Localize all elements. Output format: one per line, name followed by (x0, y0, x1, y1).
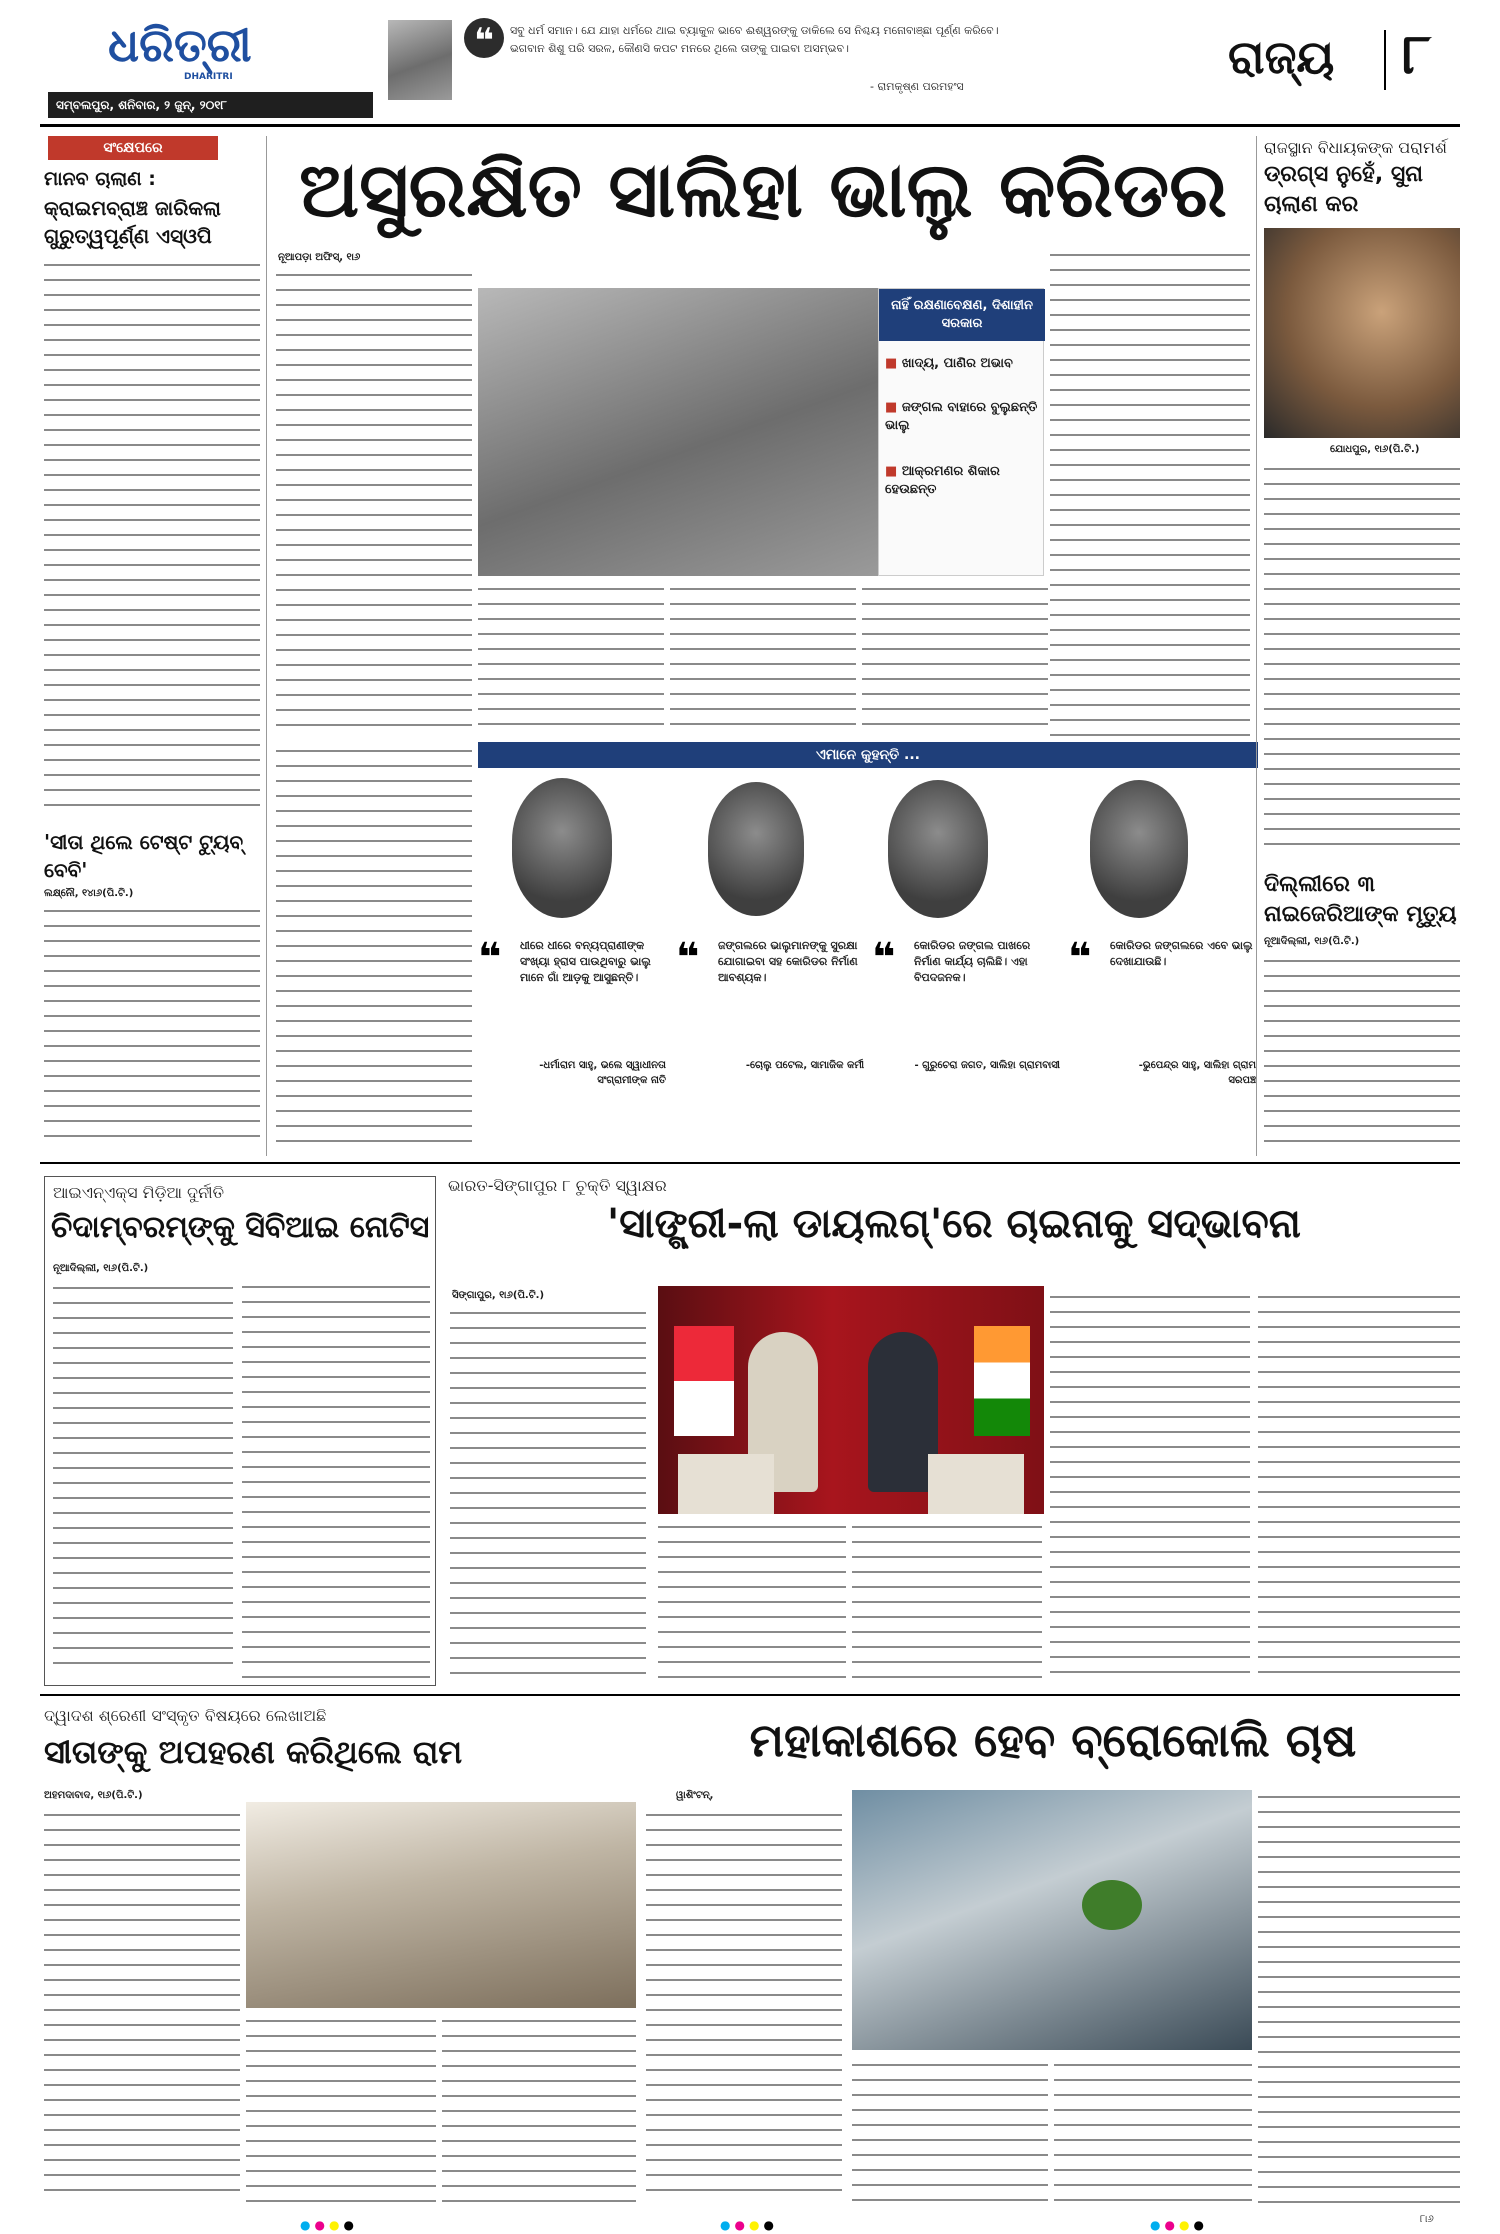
sg-body-col-1 (450, 1306, 646, 1686)
right-dateline-2: ନୂଆଦିଲ୍ଲୀ, ୧ା୬(ପି.ଟି.) (1264, 936, 1360, 947)
section-rule (40, 1162, 1460, 1164)
box-item: ■ ଆକ୍ରମଣର ଶିକାର ହେଉଛନ୍ତ (885, 464, 1000, 497)
sita-headline: ସୀତାଙ୍କୁ ଅପହରଣ କରିଥିଲେ ରାମ (44, 1733, 463, 1771)
sg-kicker: ଭାରତ-ସିଙ୍ଗାପୁର ୮ ଚୁକ୍ତି ସ୍ୱାକ୍ଷର (448, 1176, 667, 1195)
flag-right (974, 1326, 1030, 1436)
inx-dateline: ନୂଆଦିଲ୍ଲୀ, ୧ା୬(ପି.ଟି.) (53, 1263, 149, 1274)
podium-right (928, 1454, 1024, 1514)
lead-body-col-3 (478, 582, 664, 734)
quote-text: କୋରିଡର ଜଙ୍ଗଲରେ ଏବେ ଭାଲୁ ଦେଖାଯାଉଛି। (1110, 939, 1253, 968)
sg-body-col-3 (852, 1520, 1042, 1686)
quote-byline: - ଗୁରୁଚେରା ଜଗତ, ସାଲିହା ଗ୍ରାମବାସୀ (914, 1060, 1060, 1071)
quote-block (872, 935, 1060, 1118)
sg-dateline: ସିଙ୍ଗାପୁର, ୧ା୬(ପି.ଟି.) (452, 1290, 545, 1301)
quote-byline: -ଭୁପେନ୍ଦ୍ର ସାହୁ, ସାଲିହା ଗ୍ରାମ ସରପଞ୍ଚ (1138, 1060, 1256, 1086)
quote-block (478, 935, 666, 1118)
quote-icon: ❝ (464, 18, 504, 58)
classroom-photo (246, 1802, 636, 2008)
lead-body-col-4 (670, 582, 856, 734)
section-title: ରାଜ୍ୟ (1228, 30, 1335, 84)
box-item: ■ ଜଙ୍ଗଲ ବାହାରେ ବୁଲୁଛନ୍ତି ଭାଲୁ (885, 400, 1038, 433)
right-headline-2: ଦିଲ୍ଲୀରେ ୩ ନାଇଜେରିଆଙ୍କ ମୃତ୍ୟୁ (1264, 872, 1457, 927)
quote-text: କୋରିଡର ଜଙ୍ଗଲ ପାଖରେ ନିର୍ମାଣ କାର୍ଯ୍ୟ ଚାଲିଛି। ଏହା ବିପଦଜନକ। (914, 939, 1031, 984)
page-code: ୮ା୬ (1420, 2214, 1434, 2225)
sita-body-col-3 (442, 2014, 636, 2204)
brocc-body-col-1 (646, 1808, 842, 2204)
inx-headline: ଚିଦାମ୍ବରମ୍‌ଙ୍କୁ ସିବିଆଇ ନୋଟିସ (51, 1210, 430, 1245)
lab-photo (852, 1790, 1252, 2050)
masthead-rule (40, 124, 1460, 127)
opinion-strip (478, 742, 1258, 768)
dateline: ସମ୍ବଲପୁର, ଶନିବାର, ୨ ଜୁନ୍, ୨୦୧୮ (56, 98, 227, 112)
brocc-body-col-4 (1258, 1790, 1460, 2204)
sg-headline: 'ସାଙ୍ଗ୍ରୀ-ଲା ଡାୟଲଗ୍'ରେ ଚାଇନାକୁ ସଦ୍‌ଭାବନା (607, 1201, 1301, 1247)
quote-icon: ❝ (1068, 935, 1092, 981)
portrait-3 (888, 780, 988, 918)
quote-text: ଜଙ୍ଗଲରେ ଭାଲୁମାନଙ୍କୁ ସୁରକ୍ଷା ଯୋଗାଇବା ସହ କୋରିଡର ନିର୍ମାଣ ଆବଶ୍ୟକ। (718, 939, 858, 984)
brocc-dateline: ୱାଶିଂଟନ୍, (676, 1790, 714, 1801)
podium-left (678, 1454, 774, 1514)
sita-dateline: ଅହମଦାବାଦ, ୧ା୬(ପି.ଟି.) (44, 1790, 143, 1801)
box-title: ନାହିଁ ରକ୍ଷଣାବେକ୍ଷଣ, ଦିଶାହୀନ ସରକାର (879, 289, 1045, 341)
brocc-body-col-3 (1054, 2058, 1252, 2204)
forest-photo (478, 288, 878, 576)
print-marks: ●●●● (1150, 2218, 1208, 2232)
lead-headline: ଅସୁରକ୍ଷିତ ସାଲିହା ଭାଲୁ କରିଡର (299, 145, 1227, 234)
print-marks: ●●●● (720, 2218, 778, 2232)
brief-tag: ସଂକ୍ଷେପରେ (48, 136, 218, 160)
brief-headline-kicker: ମାନବ ଚାଲାଣ : (44, 168, 156, 190)
section-divider (1384, 30, 1386, 90)
bullet-icon: ■ (885, 356, 902, 371)
inx-body-2 (242, 1280, 430, 1680)
brocc-headline: ମହାକାଶରେ ହେବ ବ୍ରୋକୋଲି ଚାଷ (749, 1713, 1357, 1767)
quote-author: - ରାମକୃଷ୍ଣ ପରମହଂସ (870, 80, 964, 93)
sita-body-col-1 (44, 1808, 240, 2204)
portrait-1 (512, 778, 612, 918)
sita-kicker: ଦ୍ୱାଦଶ ଶ୍ରେଣୀ ସଂସ୍କୃତ ବିଷୟରେ ଲେଖାଅଛି (44, 1706, 327, 1725)
flag-left (674, 1326, 734, 1436)
quote-byline: -ଚୋଲୁ ପଟେଲ, ସାମାଜିକ କର୍ମୀ (745, 1060, 864, 1071)
mla-photo (1264, 228, 1460, 438)
brief-headline-2: 'ସୀତା ଥିଲେ ଟେଷ୍ଟ ଟ୍ୟୁବ୍ ବେବି' (44, 830, 244, 882)
bullet-icon: ■ (885, 400, 902, 415)
author-portrait (388, 20, 452, 100)
right-kicker: ରାଜସ୍ଥାନ ବିଧାୟକଙ୍କ ପରାମର୍ଶ (1264, 138, 1447, 157)
masthead (0, 0, 1500, 128)
quote-block (676, 935, 864, 1118)
lead-highlight-box (878, 288, 1044, 576)
sg-body-col-4 (1050, 1290, 1250, 1686)
summit-photo (658, 1286, 1044, 1514)
quote-block (1068, 935, 1256, 1118)
brief-body-2 (44, 904, 260, 1150)
quote-text: ଧୀରେ ଧୀରେ ବନ୍ୟପ୍ରାଣୀଙ୍କ ସଂଖ୍ୟା ହ୍ରାସ ପାଉଥିବାରୁ ଭାଲୁ ମାନେ ଗାଁ ଆଡ଼କୁ ଆସୁଛନ୍ତି। (520, 939, 651, 984)
dateline-bar (48, 92, 373, 118)
quote-byline: -ଧର୍ମାରାମ ସାହୁ, ଭଲେ ସ୍ୱାଧୀନତା ସଂଗ୍ରାମୀଙ୍କ ନାତି (539, 1060, 666, 1086)
print-marks: ●●●● (300, 2218, 358, 2232)
lead-dateline: ନୂଆପଡ଼ା ଅଫିସ୍, ୧ା୬ (278, 252, 361, 263)
col-divider (266, 136, 267, 1156)
brief-dateline-2: ଲକ୍ଷ୍ନୌ, ୧୪ା୬(ପି.ଟି.) (44, 888, 134, 899)
section-rule (40, 1694, 1460, 1696)
quote-icon: ❝ (676, 935, 700, 981)
logo-sub: DHARITRI (184, 72, 233, 82)
brief-body (44, 258, 260, 818)
inx-body (53, 1281, 233, 1677)
lead-body-col-1 (276, 268, 472, 738)
sg-body-col-5 (1258, 1290, 1460, 1686)
brief-headline: କ୍ରାଇମବ୍ରାଞ୍ଚ ଜାରିକଲା ଗୁରୁତ୍ୱପୂର୍ଣ୍ଣ ଏସ୍‌ଓପି (44, 196, 221, 248)
broccoli-sample (1082, 1880, 1142, 1930)
footer (0, 2212, 1500, 2234)
quote-icon: ❝ (478, 935, 502, 981)
portrait-2 (708, 782, 804, 916)
lead-body-col-5 (862, 582, 1048, 734)
bullet-icon: ■ (885, 464, 902, 479)
page-number: ୮ (1402, 22, 1432, 87)
logo: ଧରିତ୍ରୀ (108, 18, 252, 72)
lead-body-col-2 (1050, 248, 1250, 748)
lead-body-col-6 (276, 744, 472, 1152)
right-body-2 (1264, 954, 1460, 1150)
right-body (1264, 462, 1460, 858)
sg-body-col-2 (658, 1520, 846, 1686)
box-item: ■ ଖାଦ୍ୟ, ପାଣିର ଅଭାବ (885, 356, 1013, 371)
masthead-quote: ସବୁ ଧର୍ମ ସମାନ। ଯେ ଯାହା ଧର୍ମରେ ଥାଇ ବ୍ୟାକୁଳ ଭାବେ ଈଶ୍ୱରଙ୍କୁ ଡାକିଲେ ସେ ନିଶ୍ଚୟ ମନୋବାଞ୍ଛା ପୂର୍ଣ୍ଣ କରିବେ। ଭଗବାନ ଶିଶୁ ପରି ସରଳ, କୌଣସି କପଟ ମନରେ ଥିଲେ ତାଙ୍କୁ ପାଇବା ଅସମ୍ଭବ। (510, 24, 999, 55)
photo-caption: ଯୋଧପୁର, ୧ା୬(ପି.ଟି.) (1330, 444, 1420, 455)
inx-kicker: ଆଇଏନ୍ଏକ୍ସ ମିଡ଼ିଆ ଦୁର୍ନୀତି (53, 1183, 224, 1202)
quote-icon: ❝ (872, 935, 896, 981)
col-divider (1256, 136, 1257, 1156)
right-headline: ଡ୍ରଗ୍ସ ନୁହେଁ, ସୁନା ଚାଲାଣ କର (1264, 162, 1423, 217)
sita-body-col-2 (246, 2014, 436, 2204)
brocc-body-col-2 (852, 2058, 1048, 2204)
portrait-4 (1090, 780, 1188, 918)
opinion-strip-label: ଏମାନେ କୁହନ୍ତି ... (815, 747, 920, 763)
